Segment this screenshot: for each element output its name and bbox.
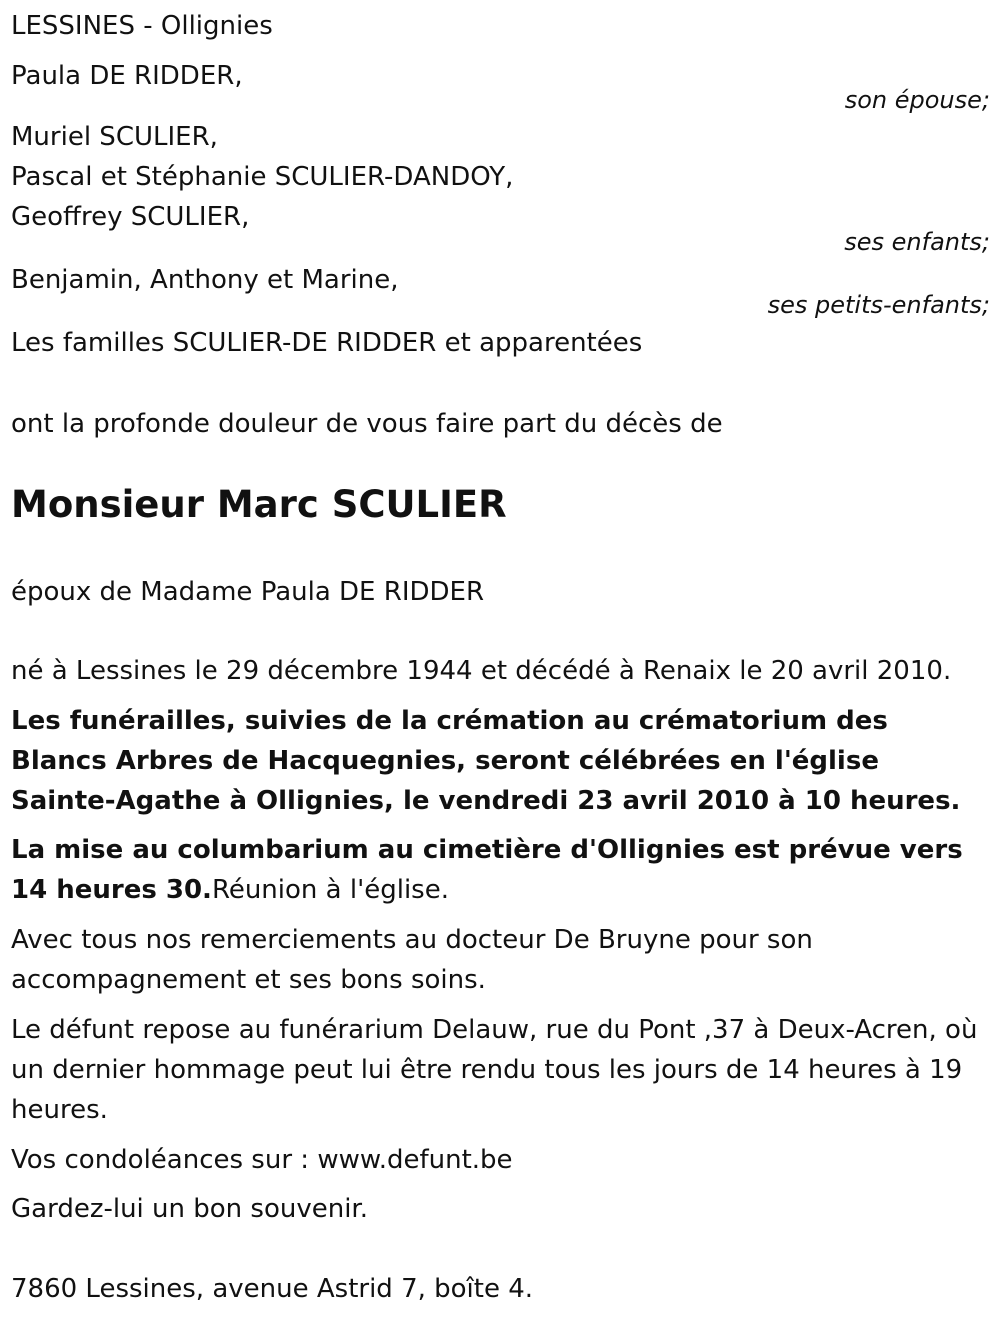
columbarium-bold-text: La mise au columbarium au cimetière d'Ollignies est prévue vers 14 heures 30. xyxy=(11,835,963,905)
location-header: LESSINES - Ollignies xyxy=(11,11,273,41)
child-name: Pascal et Stéphanie SCULIER-DANDOY, xyxy=(11,162,514,192)
announcement-text: ont la profonde douleur de vous faire part du décès de xyxy=(11,409,723,439)
columbarium-meeting-text: Réunion à l'église. xyxy=(211,875,449,905)
condolences-line: Vos condoléances sur : www.defunt.be xyxy=(11,1145,513,1175)
spouse-name: Paula DE RIDDER, xyxy=(11,61,243,91)
columbarium-paragraph xyxy=(11,830,991,910)
farewell-line: Gardez-lui un bon souvenir. xyxy=(11,1194,368,1224)
funeral-home-paragraph: Le défunt repose au funérarium Delauw, rue du Pont ,37 à Deux-Acren, où un dernier hommage peut lui être rendu tous les jours de 14 heures à 19 heures. xyxy=(11,1015,978,1125)
grandchildren-relation: ses petits-enfants; xyxy=(767,291,990,319)
child-name: Geoffrey SCULIER, xyxy=(11,202,250,232)
child-name: Muriel SCULIER, xyxy=(11,122,218,152)
funeral-details: Les funérailles, suivies de la crémation au crématorium des Blancs Arbres de Hacquegnies, seront célébrées en l'église Sainte-Agathe à Ollignies, le vendredi 23 avril 2010 à 10 heures. xyxy=(11,706,961,816)
families-line: Les familles SCULIER-DE RIDDER et apparentées xyxy=(11,328,643,358)
children-relation: ses enfants; xyxy=(844,228,990,256)
spouse-relation: son épouse; xyxy=(844,86,990,114)
thanks-paragraph: Avec tous nos remerciements au docteur De Bruyne pour son accompagnement et ses bons soins. xyxy=(11,925,813,995)
deceased-name: Monsieur Marc SCULIER xyxy=(11,483,507,526)
deceased-spouse-line: époux de Madame Paula DE RIDDER xyxy=(11,577,485,607)
address-line: 7860 Lessines, avenue Astrid 7, boîte 4. xyxy=(11,1274,534,1304)
grandchildren-names: Benjamin, Anthony et Marine, xyxy=(11,265,399,295)
birth-death-line: né à Lessines le 29 décembre 1944 et décédé à Renaix le 20 avril 2010. xyxy=(11,656,952,686)
